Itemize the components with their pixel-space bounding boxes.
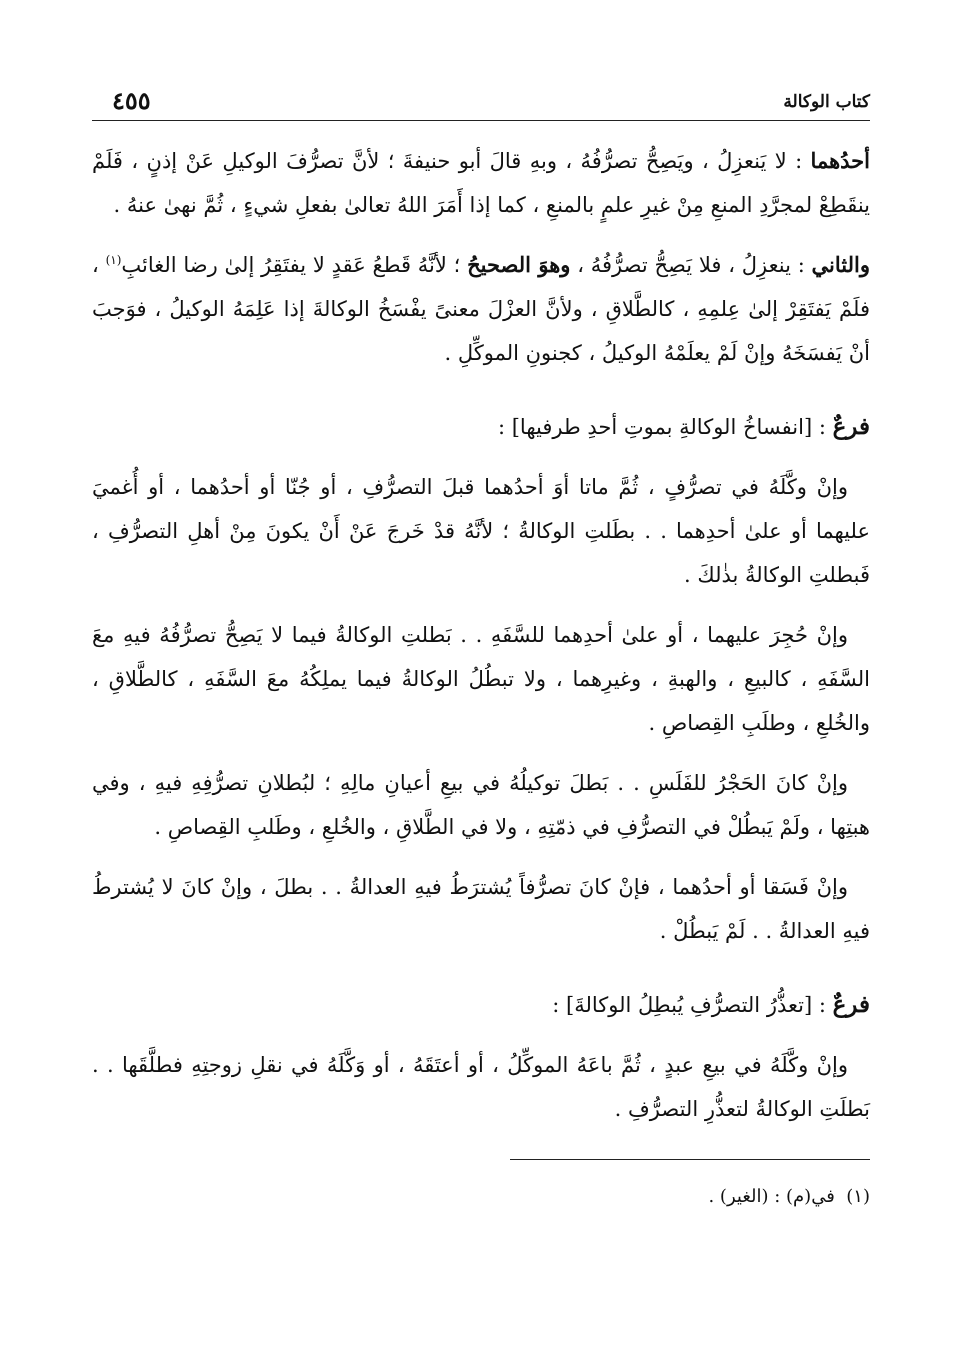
section-label: فرعٌ bbox=[832, 991, 870, 1018]
section-label: فرعٌ bbox=[832, 413, 870, 440]
paragraph-text: ، فلَمْ يَفتَقِرْ إلىٰ عِلمِهِ ، كالطَّلاقِ ، ولأنَّ العزْلَ معنىً يفْسَخُ الوكالةَ إذا عَلِمَهُ الوكيلُ ، فوَجبَ أنْ يَفسَخَهُ وإنْ لَمْ يعلَمْهُ الوكيلُ ، كجنونِ الموكِّلِ . bbox=[92, 253, 870, 365]
paragraph: وإنْ كانَ الحَجْرُ للفَلَسِ . . بَطلَ توكيلُهُ في بيعِ أعيانِ مالِهِ ؛ لبُطلانِ تصرُّفِهِ فيهِ ، وفي هبتِها ، ولَمْ يَبطُلْ في التصرُّفِ في ذمّتِهِ ، ولا في الطَّلاقِ ، والخُلعِ ، وطَلبِ القِصاصِ . bbox=[92, 771, 870, 839]
paragraph: وإنْ حُجِرَ عليهما ، أو علىٰ أحدِهما للسَّفَهِ . . بَطلتِ الوكالةُ فيما لا يَصِحُّ تصرُّفُهُ فيهِ معَ السَّفَهِ ، كالبيعِ ، والهبةِ ، وغيرِهما ، ولا تبطُلُ الوكالةُ فيما يملِكُهُ معَ السَّفَهِ ، كالطَّلاقِ ، والخُلعِ ، وطلَبِ القِصاصِ . bbox=[92, 623, 870, 735]
paragraph-first-opinion bbox=[92, 139, 870, 227]
footnote-text: في(م) : (الغير) . bbox=[708, 1186, 835, 1207]
footnote-ref[interactable]: (١) bbox=[105, 253, 122, 267]
page-number: ٤٥٥ bbox=[112, 86, 151, 115]
first-opinion-label: أحدُهما bbox=[810, 148, 870, 173]
section-death-of-party bbox=[92, 405, 870, 953]
paragraph-text: ؛ لأنَّهُ قَطعُ عَقدٍ لا يفتَقِرُ إلىٰ رضا الغائبِ bbox=[121, 253, 468, 277]
paragraph-second-opinion bbox=[92, 243, 870, 375]
section-impossible-act bbox=[92, 983, 870, 1131]
book-title: كتاب الوكالة bbox=[783, 92, 870, 112]
paragraph: وإنْ وكَّلَهُ في تصرُّفٍ ، ثُمَّ ماتا أوَ أحدُهما قبلَ التصرُّفِ ، أو جُنّا أو أحدُهما ، أو أُغميَ عليهما أو علىٰ أحدِهما . . بطَلتِ الوكالةُ ؛ لأنَّهُ قدْ خَرجَ عَنْ أَنْ يكونَ مِنْ أهلِ التصرُّفِ ، فَبطلتِ الوكالةُ بذٰلكَ . bbox=[92, 475, 870, 587]
section-heading bbox=[92, 983, 870, 1027]
section-title: : [انفساخُ الوكالةِ بموتِ أحدِ طرفيها] : bbox=[497, 415, 833, 439]
footnote-marker: (١) bbox=[846, 1186, 870, 1207]
paragraph: وإنْ وكَّلَهُ في بيعِ عبدٍ ، ثُمَّ باعَهُ الموكِّلُ ، أو أعتَقَهُ ، أو وَكَّلَهُ في نقلِ زوجتِهِ فطلَّقَها . . بَطلَتِ الوكالةُ لتعذُّرِ التصرُّفِ . bbox=[92, 1053, 870, 1121]
footnote bbox=[92, 1182, 870, 1212]
correct-opinion-label: وهوَ الصحيحُ bbox=[467, 252, 571, 277]
page bbox=[92, 86, 870, 1212]
page-body bbox=[92, 139, 870, 1212]
second-opinion-label: والثاني bbox=[811, 252, 871, 277]
paragraph: وإنْ فَسَقا أو أحدُهما ، فإنْ كانَ تصرُّفاً يُشترَطُ فيهِ العدالةُ . . بطلَ ، وإنْ كانَ لا يُشترطُ فيهِ العدالةُ . . لَمْ يَبطُلْ . bbox=[92, 875, 870, 943]
paragraph-text: : لا يَنعزِلُ ، ويَصِحُّ تصرُّفُهُ ، وبهِ قالَ أبو حنيفةَ ؛ لأنَّ تصرُّفَ الوكيلِ عَنْ إذنٍ ، فَلَمْ ينقَطِعْ لمجرَّدِ المنعِ مِنْ غيرِ علمٍ بالمنعِ ، كما إذا أَمَرَ اللهُ تعالىٰ بفعلِ شيءٍ ، ثُمَّ نهىٰ عنهُ . bbox=[92, 149, 870, 217]
section-heading bbox=[92, 405, 870, 449]
paragraph-text: : ينعزِلُ ، فلا يَصِحُّ تصرُّفُهُ ، bbox=[570, 253, 812, 277]
page-header bbox=[92, 86, 870, 121]
section-title: : [تعذُّرُ التصرُّفِ يُبطِلُ الوكالةَ] : bbox=[552, 993, 833, 1017]
footnote-divider bbox=[510, 1159, 870, 1160]
